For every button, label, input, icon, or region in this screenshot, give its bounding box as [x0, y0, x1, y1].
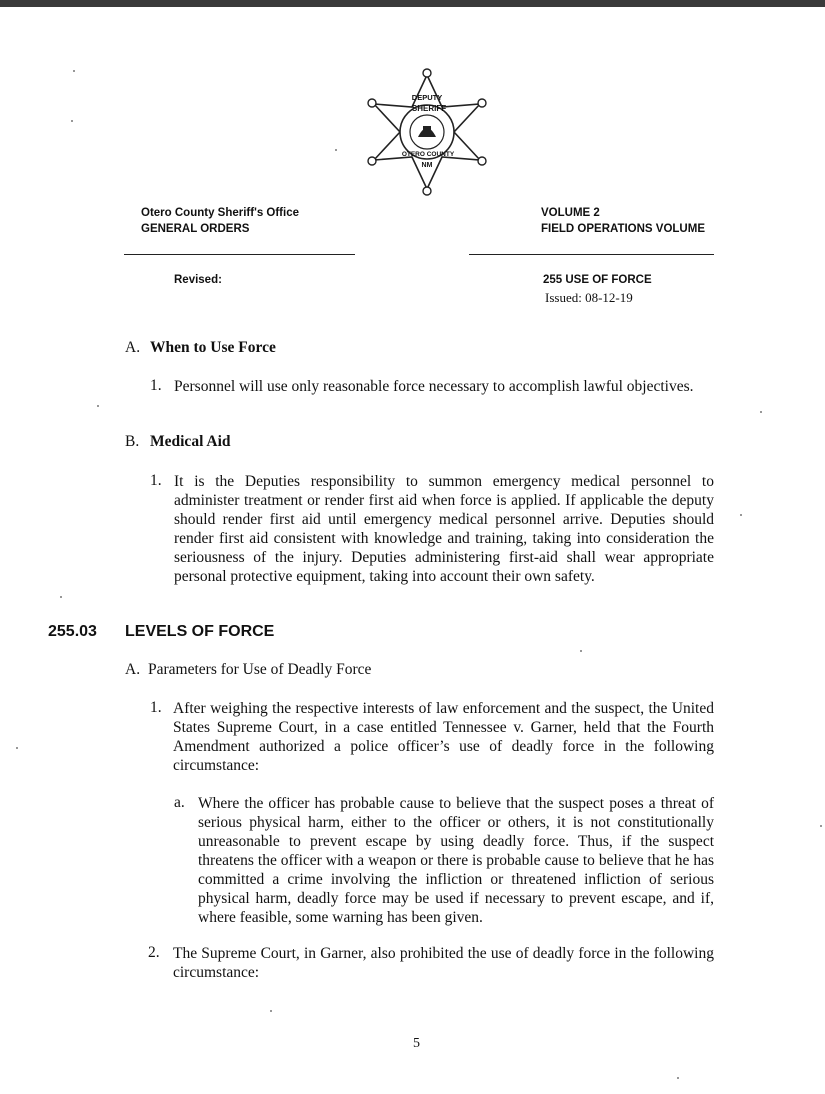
volume-label: VOLUME 2: [541, 207, 600, 219]
section-b-item1-number: 1.: [150, 472, 162, 489]
policy-title: 255 USE OF FORCE: [543, 274, 652, 286]
scan-speck: [677, 1077, 679, 1079]
scan-speck: [335, 149, 337, 151]
scan-speck: [97, 405, 99, 407]
section-a-item1-number: 1.: [150, 377, 162, 394]
section-b-item1-text: It is the Deputies responsibility to summon emergency medical personnel to administer treatment or render first aid when force is applied. If applicable the deputy should render first aid until emergency medical personnel arrive. Deputies should render first aid consistent with knowledge and training, taking into consideration the seriousness of the injury. Deputies administering first-aid shall wear appropriate personal protective equipment, taking into account their own safety.: [174, 473, 714, 585]
levels-a-letter: A.: [125, 661, 141, 678]
section-a-letter: A.: [125, 339, 141, 356]
badge-top-text: DEPUTY: [411, 93, 443, 102]
section-b-letter: B.: [125, 433, 140, 450]
issued-date: Issued: 08-12-19: [545, 290, 633, 305]
scan-speck: [580, 650, 582, 652]
levels-item1-number: 1.: [150, 699, 162, 716]
badge-state-text: NM: [421, 162, 433, 169]
levels-sub-a-text: Where the officer has probable cause to believe that the suspect poses a threat of serious physical harm, either to the officer or others, it is not constitutionally unreasonable to prevent escape by using deadly force. Thus, if the suspect threatens the officer with a weapon or there is probable cause to believe that he has committed a crime involving the infliction or threatened infliction of serious physical harm, deadly force may be used if necessary to prevent escape, and if, where feasible, some warning has been given.: [198, 795, 714, 926]
scan-speck: [71, 120, 73, 122]
levels-item2-number: 2.: [148, 944, 160, 961]
levels-sub-a-letter: a.: [174, 794, 185, 811]
levels-item1-text: After weighing the respective interests of law enforcement and the suspect, the United States Supreme Court, in a case entitled Tennessee v. Garner, held that the Fourth Amendment authorized a police officer’s use of deadly force in the following circumstance:: [173, 700, 714, 774]
scan-speck: [740, 514, 742, 516]
header-rule-right: [469, 254, 714, 255]
scan-speck: [16, 747, 18, 749]
scan-speck: [760, 411, 762, 413]
section-a-item1-text: Personnel will use only reasonable force necessary to accomplish lawful objectives.: [174, 378, 694, 395]
office-name: Otero County Sheriff's Office: [141, 207, 300, 219]
scan-speck: [60, 596, 62, 598]
chapter-title: LEVELS OF FORCE: [125, 623, 275, 640]
badge-arc-text: SHERIFF: [411, 104, 447, 113]
document-page: [0, 7, 825, 1094]
scan-speck: [270, 1010, 272, 1012]
volume-name: FIELD OPERATIONS VOLUME: [541, 223, 705, 235]
general-orders-label: GENERAL ORDERS: [141, 223, 250, 235]
section-a-title: When to Use Force: [150, 339, 276, 356]
sheriff-star-badge: [362, 67, 492, 197]
scan-speck: [73, 70, 75, 72]
window-top-bar: [0, 0, 825, 7]
badge-county-text: OTERO COUNTY: [401, 151, 455, 158]
section-b-title: Medical Aid: [150, 433, 231, 450]
levels-item2-text: The Supreme Court, in Garner, also prohibited the use of deadly force in the following circumstance:: [173, 945, 714, 981]
header-rule-left: [124, 254, 355, 255]
levels-a-title: Parameters for Use of Deadly Force: [148, 661, 372, 678]
chapter-number: 255.03: [48, 623, 97, 640]
scan-speck: [820, 825, 822, 827]
revised-label: Revised:: [174, 274, 222, 286]
page-number: 5: [413, 1036, 420, 1051]
